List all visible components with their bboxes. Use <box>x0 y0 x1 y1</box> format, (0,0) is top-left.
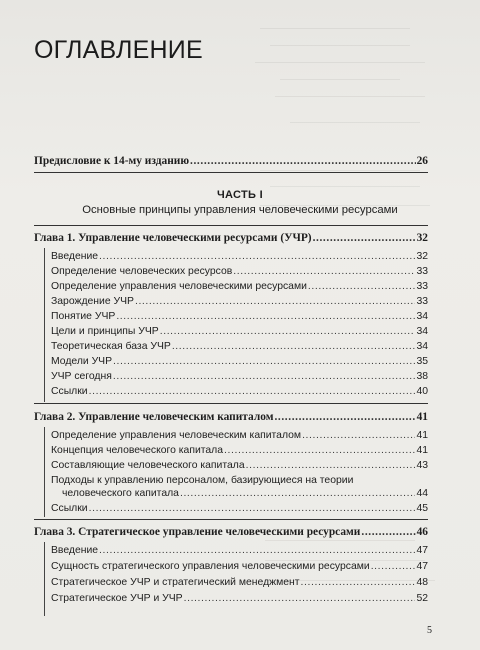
entry-label: Глава 2. Управление человеческим капиталом <box>34 411 274 423</box>
entry-label: Глава 3. Стратегическое управление человеческими ресурсами <box>34 526 361 538</box>
leader-dots <box>116 311 415 322</box>
leader-dots <box>308 281 416 292</box>
leader-dots <box>180 488 415 499</box>
entry-label: Ссылки <box>51 503 88 514</box>
toc-entry-section[interactable] <box>51 296 428 307</box>
entry-label: Теоретическая база УЧР <box>51 341 171 352</box>
entry-label: Определение управления человеческим капиталом <box>51 430 302 441</box>
entry-page: 35 <box>416 356 428 367</box>
entry-label: Ссылки <box>51 386 88 397</box>
entry-label: Подходы к управлению персоналом, базирующиеся на теории <box>51 475 354 486</box>
leader-dots <box>89 503 416 514</box>
toc-entry-section[interactable] <box>51 266 428 277</box>
entry-label: Концепция человеческого капитала <box>51 445 224 456</box>
entry-label: Стратегическое УЧР и УЧР <box>51 593 183 604</box>
entry-label: Составляющие человеческого капитала <box>51 460 245 471</box>
divider <box>34 225 428 226</box>
section-bar <box>44 542 45 616</box>
entry-page: 48 <box>416 577 428 588</box>
toc-entry-section-continued[interactable] <box>62 488 428 499</box>
leader-dots <box>224 445 415 456</box>
leader-dots <box>302 430 415 441</box>
part-title: Основные принципы управления человеческими ресурсами <box>82 204 398 216</box>
toc-entry-section[interactable] <box>51 561 428 572</box>
entry-page: 32 <box>416 251 428 262</box>
entry-page: 26 <box>416 155 428 167</box>
leader-dots <box>301 577 416 588</box>
entry-label: Стратегическое УЧР и стратегический менеджмент <box>51 577 300 588</box>
entry-page: 41 <box>416 445 428 456</box>
page-number: 5 <box>427 625 432 636</box>
entry-page: 34 <box>416 326 428 337</box>
toc-entry-section[interactable] <box>51 445 428 456</box>
toc-heading: ОГЛАВЛЕНИЕ <box>34 36 203 64</box>
toc-entry-section[interactable] <box>51 386 428 397</box>
entry-page: 46 <box>416 526 428 538</box>
entry-page: 43 <box>416 460 428 471</box>
leader-dots <box>99 545 415 556</box>
entry-label: Введение <box>51 545 99 556</box>
leader-dots <box>172 341 416 352</box>
entry-page: 38 <box>416 371 428 382</box>
leader-dots <box>135 296 415 307</box>
leader-dots <box>89 386 416 397</box>
entry-label: Определение управления человеческими ресурсами <box>51 281 307 292</box>
leader-dots <box>99 251 415 262</box>
entry-page: 32 <box>416 232 428 244</box>
toc-entry-section[interactable] <box>51 356 428 367</box>
leader-dots <box>313 232 416 244</box>
toc-entry-section[interactable] <box>51 475 428 486</box>
leader-dots <box>160 326 416 337</box>
leader-dots <box>361 526 415 538</box>
entry-page: 47 <box>416 561 428 572</box>
entry-page: 47 <box>416 545 428 556</box>
entry-label: Зарождение УЧР <box>51 296 134 307</box>
entry-label-continued: человеческого капитала <box>62 488 179 499</box>
toc-entry-section[interactable] <box>51 341 428 352</box>
toc-entry-chapter-2[interactable] <box>34 411 428 423</box>
leader-dots <box>184 593 416 604</box>
leader-dots <box>233 266 415 277</box>
toc-entry-section[interactable] <box>51 460 428 471</box>
toc-entry-section[interactable] <box>51 311 428 322</box>
entry-page: 34 <box>416 341 428 352</box>
entry-page: 52 <box>416 593 428 604</box>
toc-entry-section[interactable] <box>51 577 428 588</box>
toc-entry-preface[interactable] <box>34 155 428 167</box>
toc-entry-section[interactable] <box>51 326 428 337</box>
toc-entry-section[interactable] <box>51 593 428 604</box>
toc-entry-chapter-1[interactable] <box>34 232 428 244</box>
entry-page: 44 <box>416 488 428 499</box>
toc-entry-section[interactable] <box>51 371 428 382</box>
toc-entry-section[interactable] <box>51 251 428 262</box>
entry-label: Введение <box>51 251 99 262</box>
section-bar <box>44 248 45 402</box>
entry-label: Сущность стратегического управления человеческими ресурсами <box>51 561 370 572</box>
leader-dots <box>113 356 415 367</box>
divider <box>34 172 428 173</box>
entry-label: Глава 1. Управление человеческими ресурсами (УЧР) <box>34 232 312 244</box>
entry-label: УЧР сегодня <box>51 371 112 382</box>
entry-page: 33 <box>416 266 428 277</box>
toc-entry-section[interactable] <box>51 545 428 556</box>
toc-entry-chapter-3[interactable] <box>34 526 428 538</box>
divider <box>34 403 428 404</box>
leader-dots <box>371 561 416 572</box>
part-label: ЧАСТЬ I <box>217 189 263 201</box>
leader-dots <box>113 371 416 382</box>
entry-page: 34 <box>416 311 428 322</box>
leader-dots <box>246 460 416 471</box>
entry-page: 33 <box>416 281 428 292</box>
entry-page: 41 <box>416 411 428 423</box>
toc-entry-section[interactable] <box>51 281 428 292</box>
leader-dots <box>190 155 416 167</box>
entry-label: Понятие УЧР <box>51 311 116 322</box>
entry-page: 45 <box>416 503 428 514</box>
entry-page: 41 <box>416 430 428 441</box>
divider <box>34 519 428 520</box>
entry-label: Модели УЧР <box>51 356 113 367</box>
entry-page: 33 <box>416 296 428 307</box>
entry-label: Цели и принципы УЧР <box>51 326 159 337</box>
section-bar <box>44 427 45 517</box>
entry-page: 40 <box>416 386 428 397</box>
toc-entry-section[interactable] <box>51 430 428 441</box>
leader-dots <box>274 411 415 423</box>
entry-label: Предисловие к 14-му изданию <box>34 155 190 167</box>
entry-label: Определение человеческих ресурсов <box>51 266 233 277</box>
toc-entry-section[interactable] <box>51 503 428 514</box>
